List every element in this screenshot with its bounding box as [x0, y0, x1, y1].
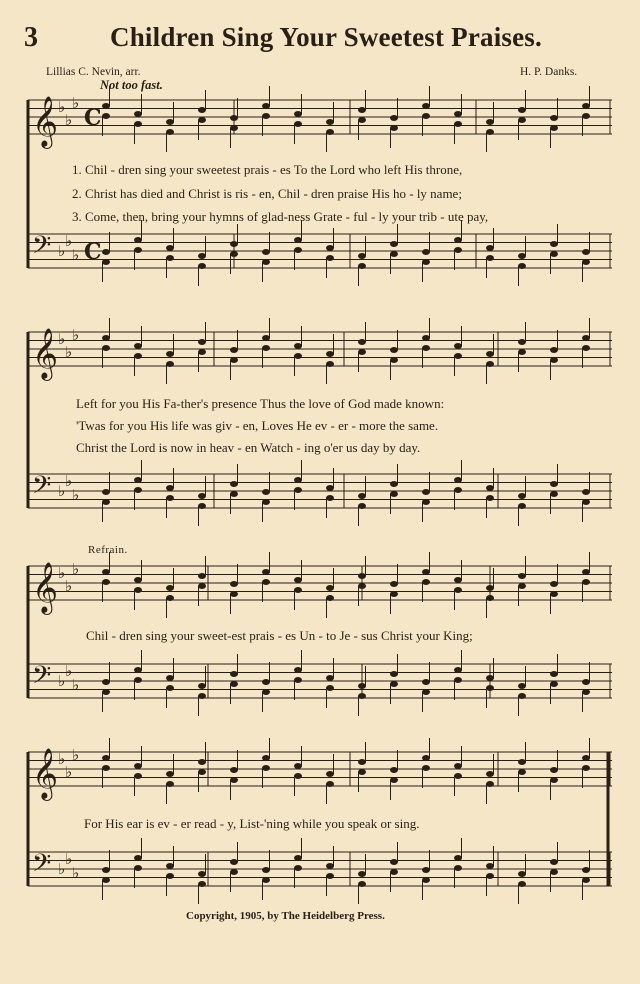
note-head: [262, 103, 270, 109]
note-head: [422, 499, 430, 505]
note-head: [390, 869, 398, 875]
bass-clef-icon: 𝄢: [32, 471, 52, 506]
note-head: [518, 881, 526, 887]
note-head: [230, 591, 238, 597]
note-head: [262, 569, 270, 575]
note-head: [198, 349, 206, 355]
note-head: [102, 335, 110, 341]
note-head: [422, 755, 430, 761]
flat-icon: ♭: [65, 763, 73, 781]
note-head: [102, 113, 110, 119]
note-head: [230, 491, 238, 497]
note-head: [326, 675, 334, 681]
flat-icon: ♭: [58, 750, 66, 768]
copyright-notice: Copyright, 1905, by The Heidelberg Press.: [186, 910, 385, 922]
flat-icon: ♭: [65, 662, 73, 680]
flat-icon: ♭: [72, 676, 80, 694]
verse2-line2: 'Twas for you His life was giv - en, Loves He ev - er - more the same.: [76, 418, 439, 433]
note-head: [358, 263, 366, 269]
note-head: [390, 115, 398, 121]
note-head: [550, 491, 558, 497]
note-head: [390, 591, 398, 597]
note-head: [518, 871, 526, 877]
note-head: [166, 781, 174, 787]
note-head: [134, 487, 142, 493]
note-head: [518, 769, 526, 775]
note-head: [166, 245, 174, 251]
note-head: [582, 579, 590, 585]
note-head: [550, 591, 558, 597]
note-head: [262, 489, 270, 495]
note-head: [582, 499, 590, 505]
note-head: [198, 871, 206, 877]
note-head: [294, 487, 302, 493]
treble-clef-icon: 𝄞: [32, 96, 59, 147]
note-head: [294, 343, 302, 349]
note-head: [390, 581, 398, 587]
note-head: [518, 339, 526, 345]
treble-clef-icon: 𝄞: [32, 562, 59, 613]
note-head: [582, 489, 590, 495]
flat-icon: ♭: [58, 482, 66, 500]
flat-icon: ♭: [65, 343, 73, 361]
flat-icon: ♭: [65, 577, 73, 595]
verse2-line1: 2. Christ has died and Christ is ris - en, Chil - dren praise His ho - ly name;: [72, 186, 462, 201]
note-head: [422, 335, 430, 341]
hymn-number: 3: [24, 22, 38, 53]
note-head: [166, 585, 174, 591]
note-head: [550, 859, 558, 865]
note-head: [518, 117, 526, 123]
note-head: [486, 781, 494, 787]
note-head: [454, 247, 462, 253]
final-lyric: For His ear is ev - er read - y, List-'ning while you speak or sing.: [84, 816, 420, 831]
flat-icon: ♭: [72, 94, 80, 112]
note-head: [262, 755, 270, 761]
flat-icon: ♭: [58, 98, 66, 116]
note-head: [294, 121, 302, 127]
note-head: [454, 477, 462, 483]
bass-clef-icon: 𝄢: [32, 231, 52, 266]
note-head: [134, 343, 142, 349]
flat-icon: ♭: [72, 560, 80, 578]
note-head: [198, 881, 206, 887]
refrain-label: Refrain.: [88, 544, 128, 556]
note-head: [454, 677, 462, 683]
note-head: [550, 869, 558, 875]
note-head: [390, 491, 398, 497]
note-head: [454, 763, 462, 769]
note-head: [582, 755, 590, 761]
common-time-icon: C: [84, 239, 102, 265]
note-head: [486, 485, 494, 491]
note-head: [390, 357, 398, 363]
note-head: [262, 499, 270, 505]
note-head: [326, 781, 334, 787]
note-head: [358, 107, 366, 113]
note-head: [134, 763, 142, 769]
note-head: [102, 867, 110, 873]
note-head: [390, 681, 398, 687]
flat-icon: ♭: [65, 850, 73, 868]
note-head: [422, 345, 430, 351]
note-head: [358, 339, 366, 345]
note-head: [422, 249, 430, 255]
note-head: [518, 107, 526, 113]
flat-icon: ♭: [72, 486, 80, 504]
note-head: [358, 493, 366, 499]
note-head: [582, 103, 590, 109]
arranger-credit: Lillias C. Nevin, arr.: [46, 66, 141, 78]
note-head: [102, 489, 110, 495]
note-head: [582, 765, 590, 771]
note-head: [166, 685, 174, 691]
note-head: [134, 353, 142, 359]
note-head: [230, 671, 238, 677]
common-time-icon: C: [84, 105, 102, 131]
note-head: [518, 583, 526, 589]
note-head: [326, 595, 334, 601]
note-head: [134, 577, 142, 583]
note-head: [550, 767, 558, 773]
note-head: [550, 357, 558, 363]
verse3-line1: 3. Come, then, bring your hymns of glad-ness Grate - ful - ly your trib - ute pay,: [72, 209, 489, 224]
note-head: [230, 859, 238, 865]
note-head: [454, 667, 462, 673]
note-head: [198, 683, 206, 689]
note-head: [294, 237, 302, 243]
note-head: [262, 579, 270, 585]
note-head: [582, 113, 590, 119]
note-head: [422, 569, 430, 575]
note-head: [262, 679, 270, 685]
note-head: [422, 679, 430, 685]
note-head: [454, 865, 462, 871]
note-head: [134, 773, 142, 779]
note-head: [166, 863, 174, 869]
note-head: [454, 577, 462, 583]
note-head: [294, 353, 302, 359]
note-head: [198, 573, 206, 579]
note-head: [358, 117, 366, 123]
note-head: [294, 477, 302, 483]
note-head: [454, 855, 462, 861]
note-head: [550, 681, 558, 687]
note-head: [294, 763, 302, 769]
note-head: [326, 685, 334, 691]
note-head: [166, 771, 174, 777]
note-head: [326, 361, 334, 367]
note-head: [134, 477, 142, 483]
note-head: [518, 573, 526, 579]
note-head: [166, 351, 174, 357]
note-head: [262, 765, 270, 771]
note-head: [518, 263, 526, 269]
note-head: [198, 117, 206, 123]
treble-clef-icon: 𝄞: [32, 748, 59, 799]
note-head: [550, 241, 558, 247]
note-head: [102, 345, 110, 351]
note-head: [358, 769, 366, 775]
flat-icon: ♭: [65, 111, 73, 129]
note-head: [134, 865, 142, 871]
note-head: [422, 113, 430, 119]
verse1-line2: Left for you His Fa-ther's presence Thus the love of God made known:: [76, 396, 445, 411]
note-head: [134, 677, 142, 683]
note-head: [582, 569, 590, 575]
note-head: [134, 111, 142, 117]
note-head: [582, 259, 590, 265]
note-head: [550, 581, 558, 587]
note-head: [102, 249, 110, 255]
note-head: [102, 579, 110, 585]
note-head: [518, 349, 526, 355]
note-head: [134, 667, 142, 673]
treble-clef-icon: 𝄞: [32, 328, 59, 379]
note-head: [166, 873, 174, 879]
note-head: [198, 583, 206, 589]
note-head: [582, 249, 590, 255]
note-head: [102, 877, 110, 883]
flat-icon: ♭: [72, 864, 80, 882]
note-head: [230, 581, 238, 587]
note-head: [102, 259, 110, 265]
note-head: [230, 777, 238, 783]
note-head: [294, 865, 302, 871]
note-head: [230, 767, 238, 773]
note-head: [486, 351, 494, 357]
note-head: [422, 103, 430, 109]
note-head: [454, 353, 462, 359]
note-head: [390, 347, 398, 353]
verse1-line1: 1. Chil - dren sing your sweetest prais - es To the Lord who left His throne,: [72, 162, 463, 177]
note-head: [550, 481, 558, 487]
flat-icon: ♭: [58, 672, 66, 690]
flat-icon: ♭: [72, 326, 80, 344]
note-head: [166, 129, 174, 135]
note-head: [166, 595, 174, 601]
note-head: [326, 771, 334, 777]
note-head: [454, 773, 462, 779]
note-head: [134, 121, 142, 127]
note-head: [486, 129, 494, 135]
note-head: [294, 773, 302, 779]
note-head: [358, 871, 366, 877]
note-head: [550, 777, 558, 783]
note-head: [294, 677, 302, 683]
note-head: [198, 107, 206, 113]
note-head: [134, 587, 142, 593]
flat-icon: ♭: [58, 564, 66, 582]
note-head: [454, 111, 462, 117]
note-head: [454, 487, 462, 493]
note-head: [198, 769, 206, 775]
note-head: [134, 855, 142, 861]
note-head: [326, 245, 334, 251]
note-head: [582, 877, 590, 883]
note-head: [262, 877, 270, 883]
note-head: [422, 765, 430, 771]
note-head: [550, 347, 558, 353]
note-head: [134, 247, 142, 253]
verse3-line2: Christ the Lord is now in heav - en Watch - ing o'er us day by day.: [76, 440, 421, 455]
note-head: [262, 113, 270, 119]
note-head: [326, 255, 334, 261]
note-head: [486, 119, 494, 125]
note-head: [518, 759, 526, 765]
note-head: [326, 351, 334, 357]
note-head: [550, 251, 558, 257]
note-head: [422, 579, 430, 585]
note-head: [358, 349, 366, 355]
note-head: [390, 251, 398, 257]
note-head: [422, 877, 430, 883]
flat-icon: ♭: [58, 330, 66, 348]
flat-icon: ♭: [65, 232, 73, 250]
note-head: [198, 759, 206, 765]
note-head: [550, 671, 558, 677]
note-head: [582, 679, 590, 685]
note-head: [518, 503, 526, 509]
note-head: [326, 495, 334, 501]
note-head: [102, 499, 110, 505]
note-head: [550, 125, 558, 131]
note-head: [262, 249, 270, 255]
note-head: [230, 681, 238, 687]
note-head: [486, 255, 494, 261]
note-head: [358, 503, 366, 509]
note-head: [326, 585, 334, 591]
note-head: [486, 245, 494, 251]
note-head: [262, 867, 270, 873]
note-head: [358, 759, 366, 765]
note-head: [102, 569, 110, 575]
note-head: [166, 119, 174, 125]
note-head: [198, 253, 206, 259]
tempo-marking: Not too fast.: [100, 78, 163, 92]
note-head: [390, 125, 398, 131]
flat-icon: ♭: [58, 860, 66, 878]
note-head: [486, 873, 494, 879]
note-head: [230, 481, 238, 487]
note-head: [262, 335, 270, 341]
note-head: [582, 335, 590, 341]
note-head: [390, 671, 398, 677]
flat-icon: ♭: [72, 246, 80, 264]
note-head: [518, 683, 526, 689]
note-head: [166, 485, 174, 491]
note-head: [390, 241, 398, 247]
note-head: [294, 667, 302, 673]
composer-credit: H. P. Danks.: [520, 66, 578, 78]
note-head: [550, 115, 558, 121]
note-head: [166, 361, 174, 367]
note-head: [198, 493, 206, 499]
note-head: [294, 247, 302, 253]
note-head: [454, 343, 462, 349]
note-head: [422, 259, 430, 265]
note-head: [582, 689, 590, 695]
note-head: [198, 263, 206, 269]
note-head: [102, 679, 110, 685]
note-head: [582, 345, 590, 351]
note-head: [262, 259, 270, 265]
note-head: [358, 253, 366, 259]
note-head: [166, 255, 174, 261]
note-head: [358, 881, 366, 887]
note-head: [326, 129, 334, 135]
note-head: [390, 481, 398, 487]
note-head: [390, 859, 398, 865]
bass-clef-icon: 𝄢: [32, 849, 52, 884]
note-head: [518, 693, 526, 699]
note-head: [230, 347, 238, 353]
note-head: [390, 767, 398, 773]
note-head: [198, 693, 206, 699]
note-head: [294, 111, 302, 117]
note-head: [454, 587, 462, 593]
note-head: [518, 493, 526, 499]
note-head: [422, 489, 430, 495]
note-head: [166, 495, 174, 501]
note-head: [230, 869, 238, 875]
note-head: [230, 357, 238, 363]
flat-icon: ♭: [72, 746, 80, 764]
note-head: [134, 237, 142, 243]
refrain-lyric: Chil - dren sing your sweet-est prais - es Un - to Je - sus Christ your King;: [86, 628, 473, 643]
note-head: [326, 863, 334, 869]
note-head: [518, 253, 526, 259]
note-head: [102, 765, 110, 771]
hymn-title: Children Sing Your Sweetest Praises.: [110, 22, 542, 52]
note-head: [326, 873, 334, 879]
note-head: [102, 103, 110, 109]
note-head: [294, 587, 302, 593]
note-head: [102, 689, 110, 695]
note-head: [326, 485, 334, 491]
note-head: [102, 755, 110, 761]
note-head: [486, 361, 494, 367]
note-head: [486, 771, 494, 777]
note-head: [486, 863, 494, 869]
note-head: [198, 339, 206, 345]
flat-icon: ♭: [58, 242, 66, 260]
note-head: [326, 119, 334, 125]
note-head: [454, 237, 462, 243]
note-head: [422, 689, 430, 695]
note-head: [422, 867, 430, 873]
note-head: [486, 495, 494, 501]
note-head: [390, 777, 398, 783]
note-head: [582, 867, 590, 873]
flat-icon: ♭: [65, 472, 73, 490]
note-head: [262, 345, 270, 351]
note-head: [294, 577, 302, 583]
note-head: [294, 855, 302, 861]
note-head: [198, 503, 206, 509]
note-head: [454, 121, 462, 127]
note-head: [262, 689, 270, 695]
bass-clef-icon: 𝄢: [32, 661, 52, 696]
note-head: [166, 675, 174, 681]
